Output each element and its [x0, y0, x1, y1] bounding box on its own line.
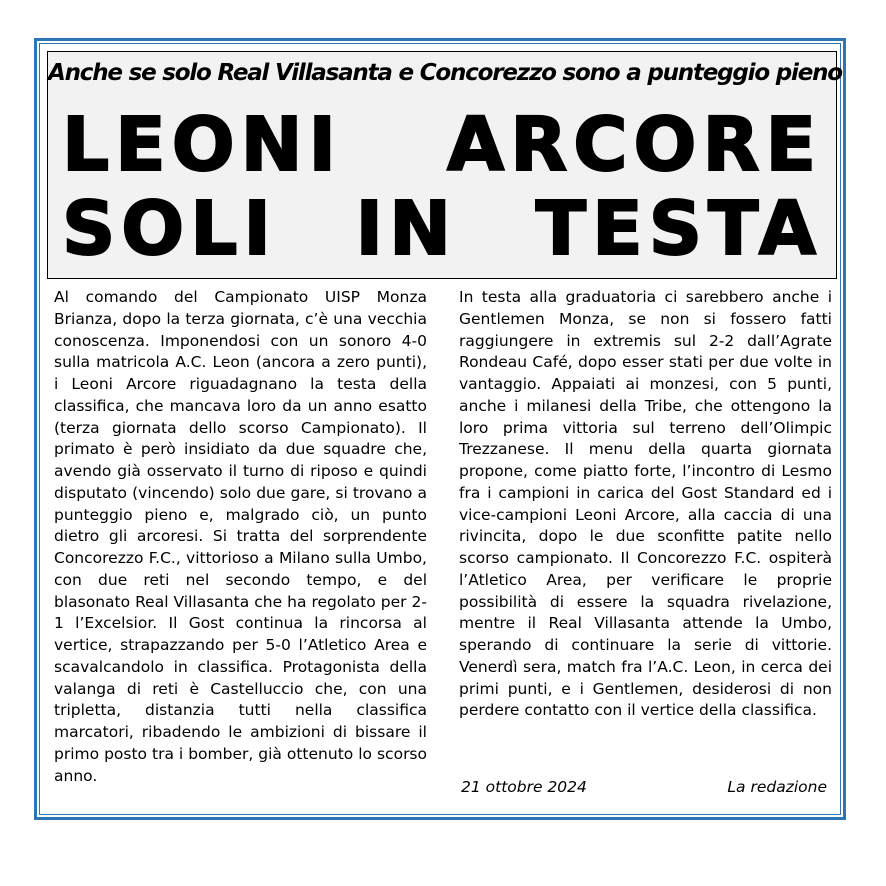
article-column-left: Al comando del Campionato UISP Monza Brianza, dopo la terza giornata, c’è una vecchia conoscenza. Imponendosi con un sonoro 4-0 sulla matricola A.C. Leon (ancora a zero punti), i Leoni Arcore riguadagnano la testa della classifica, che mancava loro da un anno esatto (terza giornata dello scorso Campionato). Il primato è però insidiato da due squadre che, avendo già osservato il turno di riposo e quindi disputato (vincendo) solo due gare, si trovano a punteggio pieno e, malgrado ciò, un punto dietro gli arcoresi. Si tratta del sorprendente Concorezzo F.C., vittorioso a Milano sulla Umbo, con due reti nel secondo tempo, e del blasonato Real Villasanta che ha regolato per 2-1 l’Excelsior. Il Gost continua la rincorsa al vertice, strapazzando per 5-0 l’Atletico Area e scavalcandolo in classifica. Protagonista della valanga di reti è Castelluccio che, con una tripletta, distanzia tutti nella classifica marcatori, ribadendo le ambizioni di bissare il primo posto tra i bomber, già ottenuto lo scorso anno. [54, 288, 427, 785]
article-signature: La redazione [727, 778, 827, 796]
article-column-right: In testa alla graduatoria ci sarebbero anche i Gentlemen Monza, se non si fossero fatti raggiungere in extremis sul 2-2 dall’Agrate Rondeau Café, dopo esser stati per due volte in vantaggio. Appaiati ai monzesi, con 5 punti, anche i milanesi della Tribe, che ottengono la loro prima vittoria sul terreno dell’Olimpic Trezzanese. Il menu della quarta giornata propone, come piatto forte, l’incontro di Lesmo fra i campioni in carica del Gost Standard ed i vice-campioni Leoni Arcore, alla caccia di una rivincita, dopo le due sconfitte patite nello scorso campionato. Il Concorezzo F.C. ospiterà l’Atletico Area, per verificare le proprie possibilità di essere la squadra rivelazione, mentre il Real Villasanta attende la Umbo, sperando di continuare la serie di vittorie. Venerdì sera, match fra l’A.C. Leon, in cerca dei primi punti, e i Gentlemen, desiderosi di non perdere contatto con il vertice della classifica. [459, 288, 832, 720]
kicker: Anche se solo Real Villasanta e Concorezzo sono a punteggio pieno [48, 60, 842, 86]
headline-line-1: LEONI ARCORE [62, 102, 822, 188]
headline-line-2: SOLI IN TESTA [62, 186, 822, 272]
headline-box [47, 51, 842, 279]
article-date: 21 ottobre 2024 [461, 778, 587, 796]
